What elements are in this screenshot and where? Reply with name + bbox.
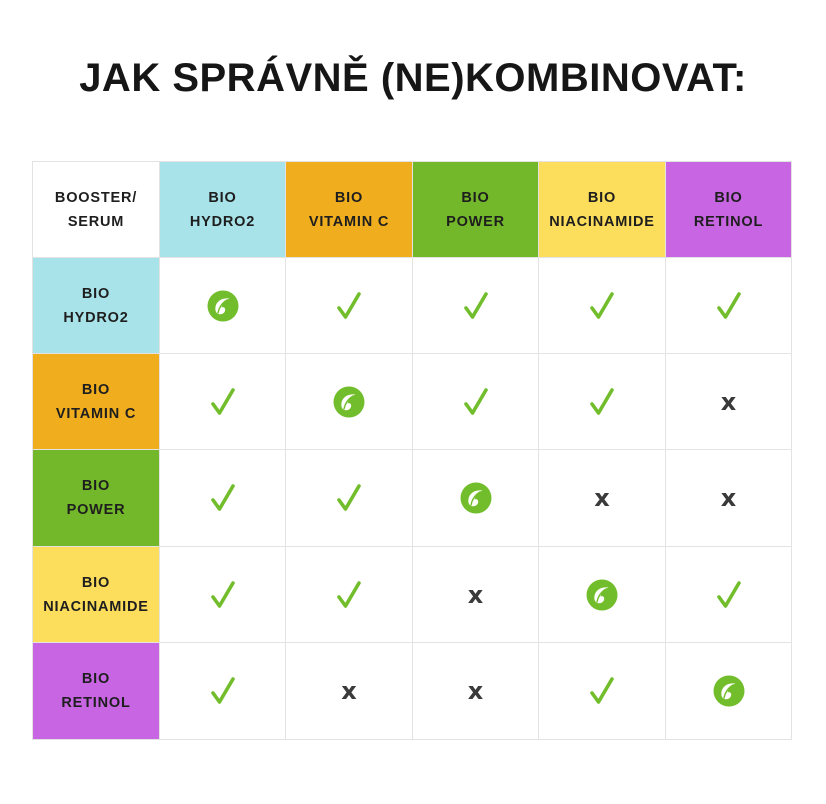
row-header-line2: HYDRO2 (63, 309, 129, 326)
table-cell (160, 643, 286, 740)
table-cell (286, 354, 413, 450)
table-cell (286, 258, 413, 354)
brand-leaf-logo-icon (713, 675, 745, 707)
column-header-line1: BIO (587, 189, 617, 206)
table-cell (539, 354, 666, 450)
cross-icon: x (720, 387, 737, 416)
check-icon (210, 483, 236, 513)
table-cell (286, 547, 413, 643)
column-header-vitamin-c (286, 162, 413, 258)
table-cell (286, 643, 413, 740)
check-icon (589, 291, 615, 321)
compatibility-table (32, 161, 792, 740)
table-cell (160, 354, 286, 450)
table-cell (160, 450, 286, 547)
row-header-hydro2 (33, 258, 160, 354)
brand-leaf-logo-icon (586, 579, 618, 611)
table-cell (666, 450, 792, 547)
column-header-line2: VITAMIN C (308, 213, 390, 230)
table-cell (539, 643, 666, 740)
check-icon (336, 580, 362, 610)
column-header-line1: BIO (208, 189, 237, 206)
check-icon (716, 291, 742, 321)
row-header-line1: BIO (81, 285, 111, 302)
check-icon (336, 291, 362, 321)
table-cell (160, 258, 286, 354)
row-header-line1: BIO (81, 574, 111, 591)
table-cell (666, 547, 792, 643)
check-icon (463, 387, 489, 417)
row-header-niacinamide (33, 547, 160, 643)
table-cell (413, 450, 539, 547)
brand-leaf-logo-icon (207, 290, 239, 322)
column-header-niacinamide (539, 162, 666, 258)
column-header-line1: BIO (714, 189, 743, 206)
check-icon (210, 676, 236, 706)
table-cell (539, 547, 666, 643)
cross-icon: x (341, 677, 357, 705)
table-cell (666, 354, 792, 450)
table-cell (413, 547, 539, 643)
table-cell (666, 643, 792, 740)
corner-header-line1: BOOSTER/ (54, 189, 138, 206)
table-cell (286, 450, 413, 547)
column-header-retinol (666, 162, 792, 258)
row-header-line1: BIO (81, 671, 111, 687)
column-header-hydro2 (160, 162, 286, 258)
row-header-line2: VITAMIN C (55, 405, 137, 422)
table-cell (539, 450, 666, 547)
cross-icon: x (720, 484, 737, 512)
check-icon (716, 580, 742, 610)
column-header-line2: POWER (446, 213, 505, 230)
column-header-line1: BIO (461, 189, 490, 206)
table-cell (666, 258, 792, 354)
cross-icon: x (467, 677, 484, 705)
brand-leaf-logo-icon (460, 482, 492, 514)
check-icon (210, 387, 236, 417)
row-header-line1: BIO (81, 478, 111, 494)
check-icon (589, 387, 615, 417)
column-header-line2: HYDRO2 (189, 213, 256, 230)
table-cell (160, 547, 286, 643)
check-icon (463, 291, 489, 321)
row-header-line2: RETINOL (61, 695, 131, 711)
check-icon (336, 483, 362, 513)
row-header-power (33, 450, 160, 547)
column-header-line2: RETINOL (693, 213, 764, 230)
column-header-power (413, 162, 539, 258)
table-cell (539, 258, 666, 354)
table-cell (413, 258, 539, 354)
corner-header-line2: SERUM (67, 213, 125, 230)
corner-header (33, 162, 160, 258)
check-icon (589, 676, 615, 706)
column-header-line1: BIO (334, 189, 364, 206)
cross-icon: x (594, 484, 610, 512)
table-cell (413, 354, 539, 450)
brand-leaf-logo-icon (333, 386, 365, 418)
table-cell (413, 643, 539, 740)
row-header-retinol (33, 643, 160, 740)
row-header-line2: POWER (66, 502, 126, 518)
row-header-line1: BIO (81, 381, 111, 398)
cross-icon: x (467, 580, 484, 609)
row-header-vitamin-c (33, 354, 160, 450)
check-icon (210, 580, 236, 610)
column-header-line2: NIACINAMIDE (549, 213, 655, 230)
page-title: JAK SPRÁVNĚ (NE)KOMBINOVAT: (79, 56, 747, 100)
row-header-line2: NIACINAMIDE (43, 598, 149, 615)
